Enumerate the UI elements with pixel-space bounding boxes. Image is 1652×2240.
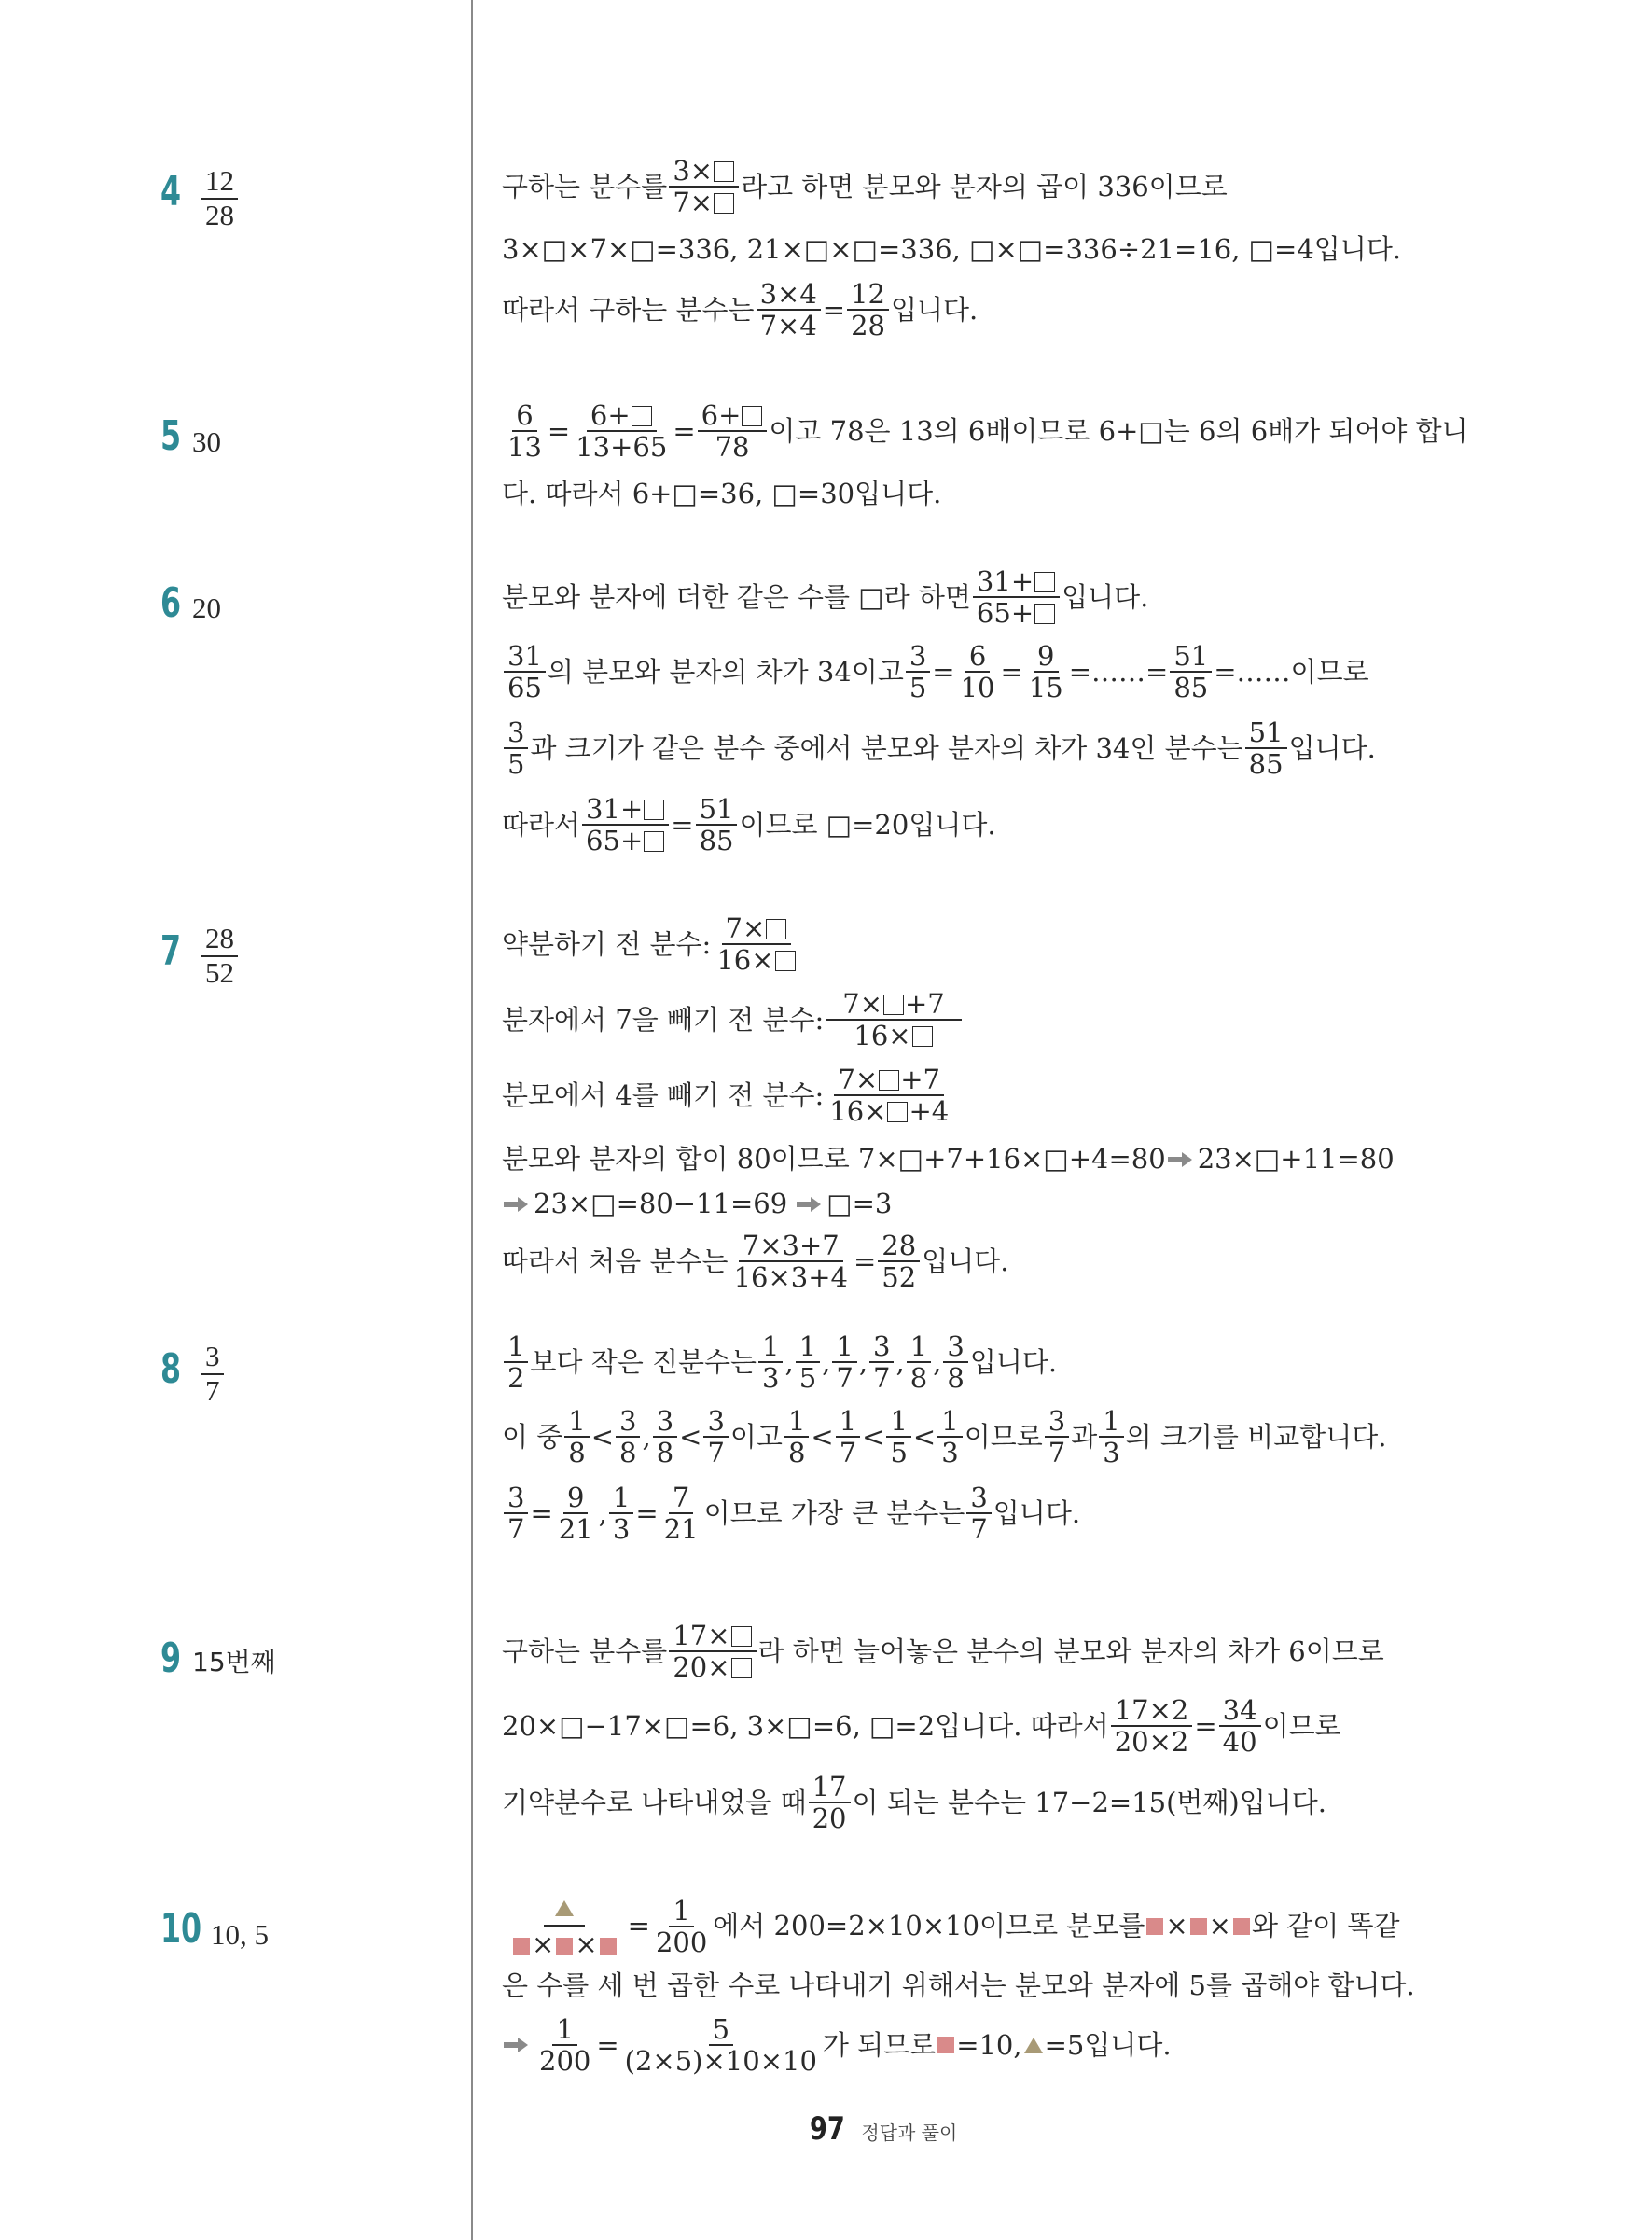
p7-line-4: 분모와 분자의 합이 80이므로 7×□+7+16×□+4=80 23×□+11=80 (502, 1143, 1395, 1175)
empty-box-icon (632, 406, 652, 426)
square-icon (513, 1938, 530, 1955)
p7-line-6: 따라서 처음 분수는 $\frac{7\times 3+7}{16\times 3+4}$ = $\frac{28}{52}$ 입니다. (502, 1230, 1009, 1294)
square-icon (937, 2037, 954, 2053)
empty-box-icon (644, 800, 664, 820)
fraction: $\frac{17\times 2}{20\times 2}$ (1111, 1696, 1193, 1757)
p10-line-2: 은 수를 세 번 곱한 수로 나타내기 위해서는 분모와 분자에 5를 곱해야 합니다. (502, 1969, 1415, 2001)
fraction: $\frac{31+}{65+}$ (582, 795, 669, 856)
fraction: 1 7 (832, 1332, 856, 1393)
fraction: 1 3 (758, 1332, 783, 1393)
fraction: 3 8 (616, 1407, 640, 1468)
fraction: $\frac{28}{52}$ (878, 1231, 920, 1292)
fraction: $\frac{1}{200}$ (539, 2013, 591, 2078)
p7-line-5: 23×□=80−11=69 □=3 (502, 1190, 892, 1217)
fraction: $\frac{3}{7}$ (504, 1483, 528, 1544)
answer-5: 30 (192, 425, 221, 458)
fraction: 3 7 (703, 1407, 728, 1468)
fraction: $\frac{3\times 4}{7\times 4}$ (757, 280, 821, 341)
p5-line-2: 다. 따라서 6+□=36, □=30입니다. (502, 478, 942, 509)
p4-line-1: 구하는 분수를 3× 7× 라고 하면 분모와 분자의 곱이 336이므로 (502, 155, 1228, 219)
fraction: $\frac{6}{10}$ (960, 640, 995, 704)
fraction: $\frac{9}{21}$ (558, 1482, 593, 1546)
p7-line-2: 분자에서 7을 빼기 전 분수: 7× +7 16× (502, 990, 964, 1050)
page-number: 97 (810, 2110, 845, 2148)
fraction: 1 3 (937, 1407, 962, 1468)
empty-box-icon (766, 919, 786, 939)
answer-8: $\frac{3}{7}$ (200, 1342, 226, 1406)
fraction: 1 3 (1099, 1407, 1123, 1468)
fraction: $\frac{7}{21}$ (663, 1482, 699, 1546)
p6-line-2: 31 65 의 분모와 분자의 차가 34이고 $\frac{3}{5}$ = $\frac{6}{10}$ = $\frac{9}{15}$ =……= $\frac{51}{85}$ =……이므로 (502, 642, 1369, 703)
fraction: $\frac{3}{5}$ (906, 642, 930, 703)
empty-box-icon (644, 831, 664, 852)
fraction: 3 8 (943, 1332, 967, 1393)
fraction: 7× +7 16× +4 (829, 1064, 950, 1128)
empty-box-icon (887, 1102, 908, 1122)
fraction: $\frac{34}{40}$ (1219, 1696, 1261, 1757)
triangle-icon (555, 1900, 574, 1916)
empty-box-icon (731, 1658, 752, 1678)
p8-line-2: 이 중 1 8 < 3 8 , 3 8 < 3 7 이고 1 8 < 1 7 < 1 5 < 1 3 이므로 3 7 과 1 3 의 크기를 비교합니다. (502, 1405, 1387, 1469)
footer-label: 정답과 풀이 (861, 2122, 958, 2144)
fraction: $\frac{12}{28}$ (847, 280, 889, 341)
problem-number-6: 6 (160, 579, 182, 627)
fraction: 3 7 (869, 1332, 894, 1393)
problem-number-10: 10 (160, 1905, 202, 1953)
fraction: $\frac{1}{200}$ (655, 1894, 708, 1958)
fraction: $\frac{7\times 3+7}{16\times 3+4}$ (733, 1230, 848, 1294)
p6-line-4: 따라서 $\frac{31+}{65+}$ = $\frac{51}{85}$ 이므로 □=20입니다. (502, 793, 996, 857)
fraction: 1 7 (836, 1407, 860, 1468)
p8-line-1: 1 2 보다 작은 진분수는 1 3 , 1 5 , 1 7 , 3 7 , 1 8 , 3 8 입니다. (502, 1332, 1057, 1393)
fraction: 31+ 65+ (973, 567, 1060, 628)
fraction: $\frac{6+}{13+65}$ (576, 399, 668, 464)
right-arrow-icon (502, 2036, 530, 2054)
fraction: 3× 7× (669, 157, 739, 217)
square-icon (556, 1938, 573, 1955)
p7-line-1: 약분하기 전 분수: 7× 16× (502, 914, 802, 975)
square-icon (1146, 1918, 1163, 1935)
problem-number-4: 4 (160, 168, 182, 216)
fraction: 1 5 (796, 1332, 820, 1393)
column-divider (471, 0, 473, 2240)
fraction: 17 20 (809, 1773, 851, 1833)
empty-box-icon (912, 1026, 933, 1047)
fraction: 51 85 (1245, 718, 1287, 779)
fraction: $\frac{6+}{78}$ (698, 401, 768, 462)
answer-10: 10, 5 (211, 1918, 269, 1951)
p9-line-2: 20×□−17×□=6, 3×□=6, □=2입니다. 따라서 $\frac{17\times 2}{20\times 2}$ = $\frac{34}{40}$ 이므로 (502, 1694, 1341, 1759)
square-icon (1190, 1918, 1207, 1935)
fraction: $\frac{1}{3}$ (609, 1483, 633, 1544)
problem-number-7: 7 (160, 927, 182, 975)
p6-line-1: 분모와 분자에 더한 같은 수를 □라 하면 31+ 65+ 입니다. (502, 565, 1149, 630)
answer-4 (200, 166, 240, 230)
answer-fraction: $\frac{12}{28}$ (201, 166, 238, 230)
p10-line-3: $\frac{1}{200}$ = $\frac{5}{(2\times 5)\times 10\times 10}$ 가 되므로 =10, =5입니다. (502, 2015, 1172, 2076)
square-icon (600, 1938, 617, 1955)
p9-line-1: 구하는 분수를 17× 20× 라 하면 늘어놓은 분수의 분모와 분자의 차가 6이므로 (502, 1620, 1384, 1684)
fraction: $\frac{51}{85}$ (1170, 642, 1212, 703)
fraction: 3 7 (1045, 1407, 1069, 1468)
fraction: 1 8 (784, 1407, 809, 1468)
fraction: 3 8 (653, 1407, 677, 1468)
fraction: 17× 20× (669, 1621, 756, 1682)
answer-9: 15번째 (192, 1647, 276, 1677)
empty-box-icon (1034, 572, 1055, 592)
empty-box-icon (742, 406, 762, 426)
empty-box-icon (714, 161, 734, 182)
answer-7: $\frac{28}{52}$ (200, 924, 240, 988)
problem-number-9: 9 (160, 1635, 182, 1682)
p8-line-3: $\frac{3}{7}$ = $\frac{9}{21}$ , $\frac{1}{3}$ = $\frac{7}{21}$ 이므로 가장 큰 분수는 3 7 입니다. (502, 1483, 1080, 1544)
triangle-icon (1024, 2038, 1043, 2053)
answer-6: 20 (192, 591, 221, 624)
p9-line-3: 기약분수로 나타내었을 때 17 20 이 되는 분수는 17−2=15(번째)입니다. (502, 1771, 1327, 1835)
fraction: 7× 16× (713, 914, 799, 975)
fraction: 3 7 (966, 1483, 991, 1544)
empty-box-icon (883, 995, 904, 1015)
empty-box-icon (775, 951, 796, 971)
fraction: 31 65 (504, 642, 546, 703)
fraction: $\frac{9}{15}$ (1028, 640, 1063, 704)
p10-line-1: × × = $\frac{1}{200}$ 에서 200=2×10×10이므로 분모를 × × 와 같이 똑같 (502, 1894, 1400, 1959)
fraction: 7× +7 16× (826, 990, 962, 1050)
problem-number-5: 5 (160, 412, 182, 460)
fraction: $\frac{51}{85}$ (696, 795, 738, 856)
right-arrow-icon (502, 1195, 530, 1214)
right-arrow-icon (795, 1195, 823, 1214)
fraction: $\frac{5}{(2\times 5)\times 10\times 10}$ (624, 2013, 817, 2078)
p4-line-2: 3×□×7×□=336, 21×□×□=336, □×□=336÷21=16, □=4입니다. (502, 233, 1402, 265)
page-footer (810, 2110, 957, 2148)
fraction: 1 8 (907, 1332, 931, 1393)
fraction: 1 5 (886, 1407, 910, 1468)
empty-box-icon (714, 193, 734, 214)
fraction: $\frac{6}{13}$ (507, 399, 542, 464)
p4-line-3: 따라서 구하는 분수는 $\frac{3\times 4}{7\times 4}$ = $\frac{12}{28}$ 입니다. (502, 278, 979, 342)
square-icon (1233, 1918, 1250, 1935)
p6-line-3: 3 5 과 크기가 같은 분수 중에서 분모와 분자의 차가 34인 분수는 51 85 입니다. (502, 718, 1376, 779)
empty-box-icon (731, 1626, 752, 1647)
fraction: 3 5 (504, 718, 528, 779)
problem-number-8: 8 (160, 1345, 182, 1393)
right-arrow-icon (1166, 1150, 1194, 1169)
empty-box-icon (1034, 604, 1055, 624)
p5-line-1: $\frac{6}{13}$ = $\frac{6+}{13+65}$ = $\frac{6+}{78}$ 이고 78은 13의 6배이므로 6+□는 6의 6배가 되어야 합니 (502, 401, 1468, 462)
fraction: 1 8 (564, 1407, 589, 1468)
shape-fraction: × × (504, 1894, 626, 1959)
p7-line-3: 분모에서 4를 빼기 전 분수: 7× +7 16× +4 (502, 1065, 954, 1126)
empty-box-icon (879, 1070, 899, 1091)
fraction: 1 2 (504, 1332, 528, 1393)
